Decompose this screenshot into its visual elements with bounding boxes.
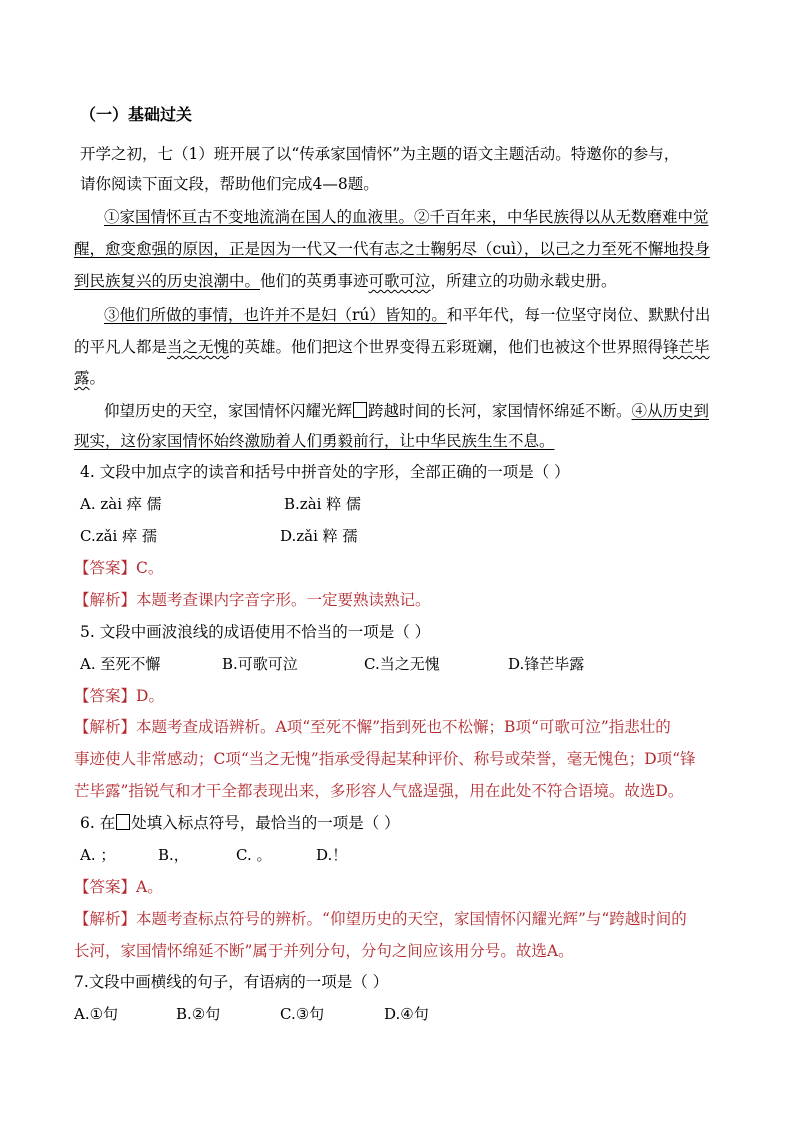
intro-line-1: 开学之初，七（1）班开展了以“传承家国情怀”为主题的语文主题活动。特邀你的参与， xyxy=(80,145,680,163)
q5-option-a: A. 至死不懈 xyxy=(80,655,161,673)
answer-tag: 【答案】 xyxy=(74,687,137,705)
underlined-sentence: ③他们所做的事情，也许并不是妇（rú）皆知的。 xyxy=(104,306,447,324)
q7-option-d: D.④句 xyxy=(384,1005,429,1023)
q5-stem: 5. 文段中画波浪线的成语使用不恰当的一项是（ ） xyxy=(80,623,431,641)
q4-option-c: C.zǎi 瘁 孺 xyxy=(80,527,157,545)
q4-option-d: D.zǎi 粹 孺 xyxy=(280,527,358,545)
q4-option-a: A. zài 瘁 儒 xyxy=(80,495,162,513)
plain-text: 和平年代，每一位坚守岗位、默默付出 xyxy=(446,306,711,324)
q5-analysis-line-3: 芒毕露”指锐气和才干全都表现出来，多形容人气盛逞强，用在此处不符合语境。故选D。 xyxy=(74,782,684,800)
idiom-wavy: 锋芒毕 xyxy=(663,338,710,356)
plain-text: 的英雄。他们把这个世界变得五彩斑斓，他们也被这个世界照得 xyxy=(229,338,664,356)
passage-p1-line-3 xyxy=(74,270,617,292)
q7-stem: 7.文段中画横线的句子，有语病的一项是（ ） xyxy=(74,973,389,991)
answer-value: D。 xyxy=(136,687,164,705)
q6-option-a: A. ； xyxy=(80,846,116,864)
q4-option-b: B.zài 粹 儒 xyxy=(284,495,361,513)
q6-analysis-line-1 xyxy=(74,908,687,930)
plain-text: 。 xyxy=(89,369,106,387)
q7-option-c: C.③句 xyxy=(280,1005,325,1023)
plain-text: 跨越时间的长河，家国情怀绵延不断。 xyxy=(368,402,632,420)
q5-option-c: C.当之无愧 xyxy=(364,655,440,673)
q6-option-d: D.！ xyxy=(316,846,348,864)
q4-analysis xyxy=(74,589,431,611)
underlined-sentence: ④从历史到 xyxy=(631,402,710,420)
passage-p2-line-2 xyxy=(74,336,710,358)
passage-p3-line-1 xyxy=(104,400,709,422)
passage-p2-line-1 xyxy=(104,304,710,326)
idiom-wavy: 可歌可泣 xyxy=(368,272,431,290)
passage-p1-line-1: ①家国情怀亘古不变地流淌在国人的血液里。②千百年来，中华民族得以从无数磨难中觉 xyxy=(104,208,709,226)
answer-value: C。 xyxy=(136,559,164,577)
q5-option-d: D.锋芒毕露 xyxy=(508,655,585,673)
passage-p1-line-2: 醒，愈变愈强的原因，正是因为一代又一代有志之士鞠躬尽（cuì），以己之力至死不懈地投身 xyxy=(74,240,710,258)
plain-text: 仰望历史的天空，家国情怀闪耀光辉 xyxy=(104,402,353,420)
passage-p3-line-2: 现实，这份家国情怀始终激励着人们勇毅前行，让中华民族生生不息。 xyxy=(74,432,555,450)
q7-option-a: A.①句 xyxy=(74,1005,119,1023)
underlined-sentence: 到民族复兴的历史浪潮中。 xyxy=(74,272,261,290)
analysis-tag: 【解析】 xyxy=(74,718,137,736)
q5-option-b: B.可歌可泣 xyxy=(222,655,298,673)
q5-analysis-line-1 xyxy=(74,716,671,738)
q5-answer xyxy=(74,685,164,707)
answer-tag: 【答案】 xyxy=(74,878,137,896)
blank-box xyxy=(116,814,130,830)
q6-stem xyxy=(80,812,400,834)
stem-text: 6. 在 xyxy=(80,814,116,832)
passage-p2-line-3 xyxy=(74,367,105,389)
q6-answer xyxy=(74,876,163,898)
intro-line-2: 请你阅读下面文段，帮助他们完成4—8题。 xyxy=(80,175,379,193)
plain-text: 的平凡人都是 xyxy=(74,338,168,356)
section-title: （一）基础过关 xyxy=(80,105,193,124)
q6-analysis-line-2: 长河，家国情怀绵延不断”属于并列分句，分句之间应该用分号。故选A。 xyxy=(74,942,574,960)
plain-text: 他们的英勇事迹 xyxy=(260,272,369,290)
q5-analysis-line-2: 事迹使人非常感动；C项“当之无愧”指承受得起某种评价、称号或荣誉，毫无愧色；D项“锋 xyxy=(74,750,696,768)
analysis-tag: 【解析】 xyxy=(74,591,137,609)
q4-stem: 4. 文段中加点字的读音和括号中拼音处的字形，全部正确的一项是（ ） xyxy=(80,463,570,481)
answer-tag: 【答案】 xyxy=(74,559,137,577)
stem-text: 处填入标点符号，最恰当的一项是（ ） xyxy=(131,814,400,832)
plain-text: ，所建立的功勋永载史册。 xyxy=(430,272,617,290)
idiom-wavy: 当之无愧 xyxy=(167,338,230,356)
idiom-wavy: 露 xyxy=(74,369,90,387)
q6-option-b: B.， xyxy=(158,846,189,864)
q4-answer xyxy=(74,557,163,579)
analysis-tag: 【解析】 xyxy=(74,910,137,928)
q7-option-b: B.②句 xyxy=(176,1005,221,1023)
analysis-text: 本题考查成语辨析。A项“至死不懈”指到死也不松懈；B项“可歌可泣”指悲壮的 xyxy=(136,718,671,736)
blank-box xyxy=(353,402,367,418)
q6-option-c: C. 。 xyxy=(236,846,272,864)
analysis-text: 本题考查课内字音字形。一定要熟读熟记。 xyxy=(136,591,431,609)
answer-value: A。 xyxy=(136,878,163,896)
analysis-text: 本题考查标点符号的辨析。“仰望历史的天空，家国情怀闪耀光辉”与“跨越时间的 xyxy=(136,910,687,928)
